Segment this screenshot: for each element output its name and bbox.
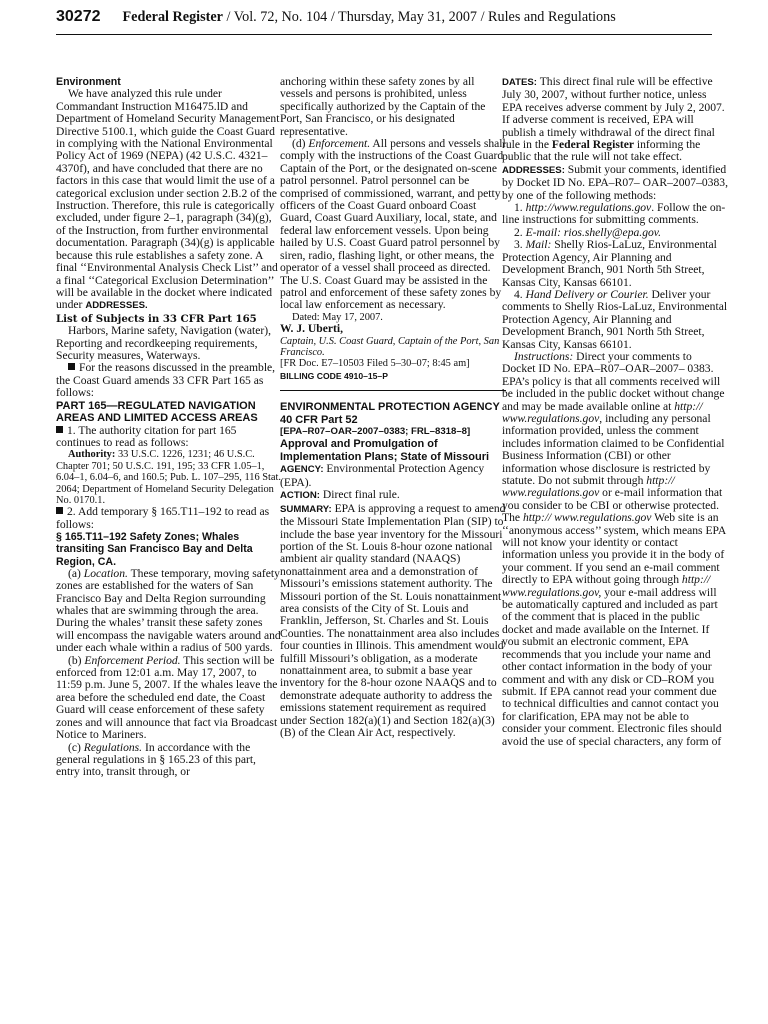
method-3-number: 3. xyxy=(514,238,526,252)
method-1-text: . Follow the on-line instructions for submitting comments. xyxy=(502,201,726,227)
billing-code: BILLING CODE 4910–15–P xyxy=(280,370,388,381)
agency-line xyxy=(280,463,506,489)
dates-paragraph xyxy=(502,76,728,164)
method-3-text: Shelly Rios-LaLuz, Environmental Protection Agency, Air Planning and Development Branch, 901 North 5th Street, Kansas City, Kansas 66101. xyxy=(502,238,717,289)
instructions-label: Instructions: xyxy=(514,349,574,363)
method-4-label: Hand Delivery or Courier. xyxy=(525,287,649,301)
action-line xyxy=(280,489,506,502)
bullet-square-icon xyxy=(68,363,75,370)
signer-name: W. J. Uberti, xyxy=(280,322,344,336)
method-4-number: 4. xyxy=(514,287,526,301)
column-3 xyxy=(502,76,728,748)
summary-text: EPA is approving a request to amend the Missouri State Implementation Plan (SIP) to include the base year inventory for the Missouri portion of the St. Louis 8-hour ozone national ambient air quality standard (NAAQS) nonattainment area and a demonstration of Missouri’s emissions statement authority. The Missouri portion of the St. Louis nonattainment area consists of the City of St. Louis and Franklin, Jefferson, St. Charles and St. Louis Counties. The nonattainment area also includes four counties in Illinois. This amendment would fulfill Missouri’s obligation, as a moderate nonattainment area, to submit a base year inventory for the 8-hour ozone NAAQS and to demonstrate adequate authority to address the emissions statement requirement as required under Section 182(a)(1) and Section 182(a)(3)(B) of the Clean Air Act, respectively. xyxy=(280,501,506,739)
agency-text: Environmental Protection Agency (EPA). xyxy=(280,462,485,489)
page-header xyxy=(56,8,712,34)
agency-name: ENVIRONMENTAL PROTECTION AGENCY xyxy=(280,401,500,414)
section-heading: § 165.T11–192 Safety Zones; Whales transiting San Francisco Bay and Delta Region, CA. xyxy=(56,531,253,568)
rule-title: Approval and Promulgation of Implementation Plans; State of Missouri xyxy=(280,438,490,463)
running-head xyxy=(123,9,616,26)
paragraph-a: (a) Location. These temporary, moving safety zones are established for the waters of San Francisco Bay and Delta Region surrounding whales that are swimming through the area. During the whales’ transit these safety zones will encompass the navigable waters around and under each whale within a radius of 500 yards. xyxy=(56,566,281,655)
authority-label: Authority: xyxy=(68,449,116,461)
c-label: Regulations. xyxy=(83,740,143,754)
page-number: 30272 xyxy=(56,8,101,25)
docket-number: [EPA–R07–OAR–2007–0383; FRL–8318–8] xyxy=(280,426,471,438)
addresses-label: ADDRESSES: xyxy=(502,164,565,176)
part-heading: PART 165—REGULATED NAVIGATION AREAS AND LIMITED ACCESS AREAS xyxy=(56,399,258,425)
instructions-text-3: or e-mail information that you consider to be CBI or otherwise protected. The xyxy=(502,486,723,525)
bullet-square-icon xyxy=(56,507,63,514)
subjects-heading: List of Subjects in 33 CFR Part 165 xyxy=(56,312,257,325)
email-link[interactable]: E-mail: rios.shelly@epa.gov. xyxy=(525,225,661,239)
environment-heading: Environment xyxy=(56,76,121,88)
agency-label: AGENCY: xyxy=(280,464,324,476)
regulations-link[interactable]: http:// www.regulations.gov xyxy=(522,511,652,525)
action-text: Direct final rule. xyxy=(319,488,400,502)
instructions-text-1: Direct your comments to Docket ID No. EPA–R07–OAR–2007– 0383. EPA’s policy is that all comments received will be included in the public docket without change and may be made available online at xyxy=(502,349,725,413)
c-text: In accordance with the general regulations in § 165.23 of this part, entry into, transit through, or xyxy=(56,740,256,779)
method-1 xyxy=(502,202,728,227)
addresses-paragraph xyxy=(502,164,728,202)
action-label: ACTION: xyxy=(280,490,320,502)
item-2-text: 2. Add temporary § 165.T11–192 to read as follows: xyxy=(56,505,270,531)
regulations-link[interactable]: http:// www.regulations.gov xyxy=(502,474,675,500)
dated-line: Dated: May 17, 2007. xyxy=(292,311,383,323)
environment-text: We have analyzed this rule under Commandant Instruction M16475.lD and Department of Homeland Security Management Directive 5100.1, which guide the Coast Guard in complying with the National Environmental Policy Act of 1969 (NEPA) (42 U.S.C. 4321– 4370f), and have concluded that there are no factors in this case that would limit the use of a categorical exclusion under section 2.B.2 of the Instruction. Therefore, this rule is categorically excluded, under figure 2–1, paragraph (34)(g), of the Instruction, from further environmental documentation. Paragraph (34)(g) is applicable because this rule establishes a safety zone. A final ‘‘Environmental Analysis Check List’’ and a final ‘‘Categorical Exclusion Determination’’ will be available in the docket where indicated under xyxy=(56,87,280,312)
instructions-text-2: , including any personal information provided, unless the comment includes information claimed to be Confidential Business Information (CBI) or other information whose disclosure is restricted by statute. Do not submit through xyxy=(502,411,725,487)
paragraph-c: (c) Regulations. In accordance with the general regulations in § 165.23 of this part, entry into, transit through, or xyxy=(56,740,256,779)
b-text: This section will be enforced from 12:01 a.m. May 17, 2007, to 11:59 p.m. June 5, 2007. If the whales leave the area before the scheduled end date, the Coast Guard will cease enforcement of these safety zones and will announce that fact via Broadcast Notice to Mariners. xyxy=(56,653,278,742)
item-1 xyxy=(56,425,282,450)
a-text: These temporary, moving safety zones are established for the waters of San Francisco Bay and Delta Region surrounding whales that are swimming through the area. During the whales’ transit these safety zones will encompass the navigable waters around and under each whale within a radius of 500 yards. xyxy=(56,566,281,655)
amend-paragraph xyxy=(56,362,282,399)
paragraph-c-continued: anchoring within these safety zones by all vessels and persons is prohibited, unless specifically authorized by the Captain of the Port, San Francisco, or his designated representative. xyxy=(280,75,486,138)
fr-doc-line: [FR Doc. E7–10503 Filed 5–30–07; 8:45 am] xyxy=(280,358,470,370)
summary-label: SUMMARY: xyxy=(280,503,332,515)
regulations-link[interactable]: http:// www.regulations.gov, xyxy=(502,573,711,599)
amend-text: For the reasons discussed in the preamble, the Coast Guard amends 33 CFR Part 165 as follows: xyxy=(56,361,276,400)
subjects-text: Harbors, Marine safety, Navigation (water), Reporting and recordkeeping requirements, Security measures, Waterways. xyxy=(56,324,272,362)
issue-info: / Vol. 72, No. 104 / Thursday, May 31, 2007 / Rules and Regulations xyxy=(222,9,616,25)
cfr-part: 40 CFR Part 52 xyxy=(280,413,358,426)
dates-tail: informing the public that the rule will not take effect. xyxy=(502,138,701,164)
column-2 xyxy=(280,76,506,739)
a-label: Location. xyxy=(83,566,128,580)
environment-paragraph xyxy=(56,88,282,312)
b-label: Enforcement Period. xyxy=(84,653,181,667)
item-2 xyxy=(56,506,282,531)
paragraph-b: (b) Enforcement Period. This section will be enforced from 12:01 a.m. May 17, 2007, to 11:59 p.m. June 5, 2007. If the whales leave the area before the scheduled end date, the Coast Guard will cease enforcement of these safety zones and will announce that fact via Broadcast Notice to Mariners. xyxy=(56,653,278,742)
dates-text: This direct final rule will be effective July 30, 2007, without further notice, unless EPA receives adverse comment by July 2, 2007. If adverse comment is received, EPA will publish a timely withdrawal of the direct final rule in the xyxy=(502,75,725,152)
section-separator xyxy=(280,390,506,391)
header-rule xyxy=(56,34,712,35)
regulations-link[interactable]: http://www.regulations.gov xyxy=(525,201,652,215)
paragraph-d: (d) Enforcement. All persons and vessels shall comply with the instructions of the Coast Guard Captain of the Port, or the designated on-scene patrol personnel. Patrol personnel can be comprised of commissioned, warrant, and petty officers of the Coast Guard onboard Coast Guard, Coast Guard Auxiliary, local, state, and federal law enforcement vessels. Upon being hailed by U.S. Coast Guard patrol personnel by siren, radio, flashing light, or other means, the operator of a vessel shall proceed as directed. The U.S. Coast Guard may be assisted in the patrol and enforcement of these safety zones by local law enforcement as necessary. xyxy=(280,137,506,312)
instructions-text-5: your e-mail address will be automatically captured and included as part of the comment that is placed in the public docket and made available on the Internet. If you submit an electronic comment, EPA recommends that you include your name and other contact information in the body of your comment and with any disk or CD–ROM you submit. If EPA cannot read your comment due to technical difficulties and cannot contact you for clarification, EPA may not be able to consider your comment. Electronic files should avoid the use of special characters, any form of xyxy=(502,585,722,748)
bullet-square-icon xyxy=(56,426,63,433)
d-text: All persons and vessels shall comply with the instructions of the Coast Guard Captain of the Port, or the designated on-scene patrol personnel. Patrol personnel can be comprised of commissioned, warrant, and petty officers of the Coast Guard onboard Coast Guard, Coast Guard Auxiliary, local, state, and federal law enforcement vessels. Upon being hailed by U.S. Coast Guard patrol personnel by siren, radio, flashing light, or other means, the operator of a vessel shall proceed as directed. The U.S. Coast Guard may be assisted in the patrol and enforcement of these safety zones by local law enforcement as necessary. xyxy=(280,137,506,312)
addresses-reference: ADDRESSES. xyxy=(85,300,148,312)
column-1 xyxy=(56,76,282,779)
summary-paragraph xyxy=(280,503,506,740)
dates-label: DATES: xyxy=(502,77,537,88)
regulations-link[interactable]: http:// www.regulations.gov xyxy=(502,399,703,425)
instructions-text-4: Web site is an ‘‘anonymous access’’ system, which means EPA will not know your identity or contact information unless you provide it in the body of your comment. If you send an e-mail comment directly to EPA without going through xyxy=(502,511,726,587)
dates-fr-ref: Federal Register xyxy=(551,138,634,152)
method-4 xyxy=(502,289,728,351)
publication-name: Federal Register xyxy=(122,9,223,25)
method-3 xyxy=(502,239,728,289)
method-1-number: 1. xyxy=(514,201,526,215)
method-3-label: Mail: xyxy=(525,238,552,252)
instructions-paragraph xyxy=(502,351,728,748)
addresses-text: Submit your comments, identified by Docket ID No. EPA–R07– OAR–2007–0383, by one of the following methods: xyxy=(502,162,728,202)
method-2-number: 2. xyxy=(514,225,526,239)
method-4-text: Deliver your comments to Shelly Rios-LaLuz, Environmental Protection Agency, Air Planning and Development Branch, 901 North 5th Street, Kansas City, Kansas 66101. xyxy=(502,287,728,351)
item-1-text: 1. The authority citation for part 165 continues to read as follows: xyxy=(56,423,237,449)
d-label: Enforcement. xyxy=(308,137,371,151)
authority-text: 33 U.S.C. 1226, 1231; 46 U.S.C. Chapter 701; 50 U.S.C. 191, 195; 33 CFR 1.05–1, 6.04–1, 6.04–6, and 160.5; Pub. L. 107–295, 116 Stat. 2064; Department of Homeland Security Delegation No. 0170.1. xyxy=(56,449,282,506)
signer-title: Captain, U.S. Coast Guard, Captain of the Port, San Francisco. xyxy=(280,335,500,358)
authority-paragraph xyxy=(56,449,282,506)
